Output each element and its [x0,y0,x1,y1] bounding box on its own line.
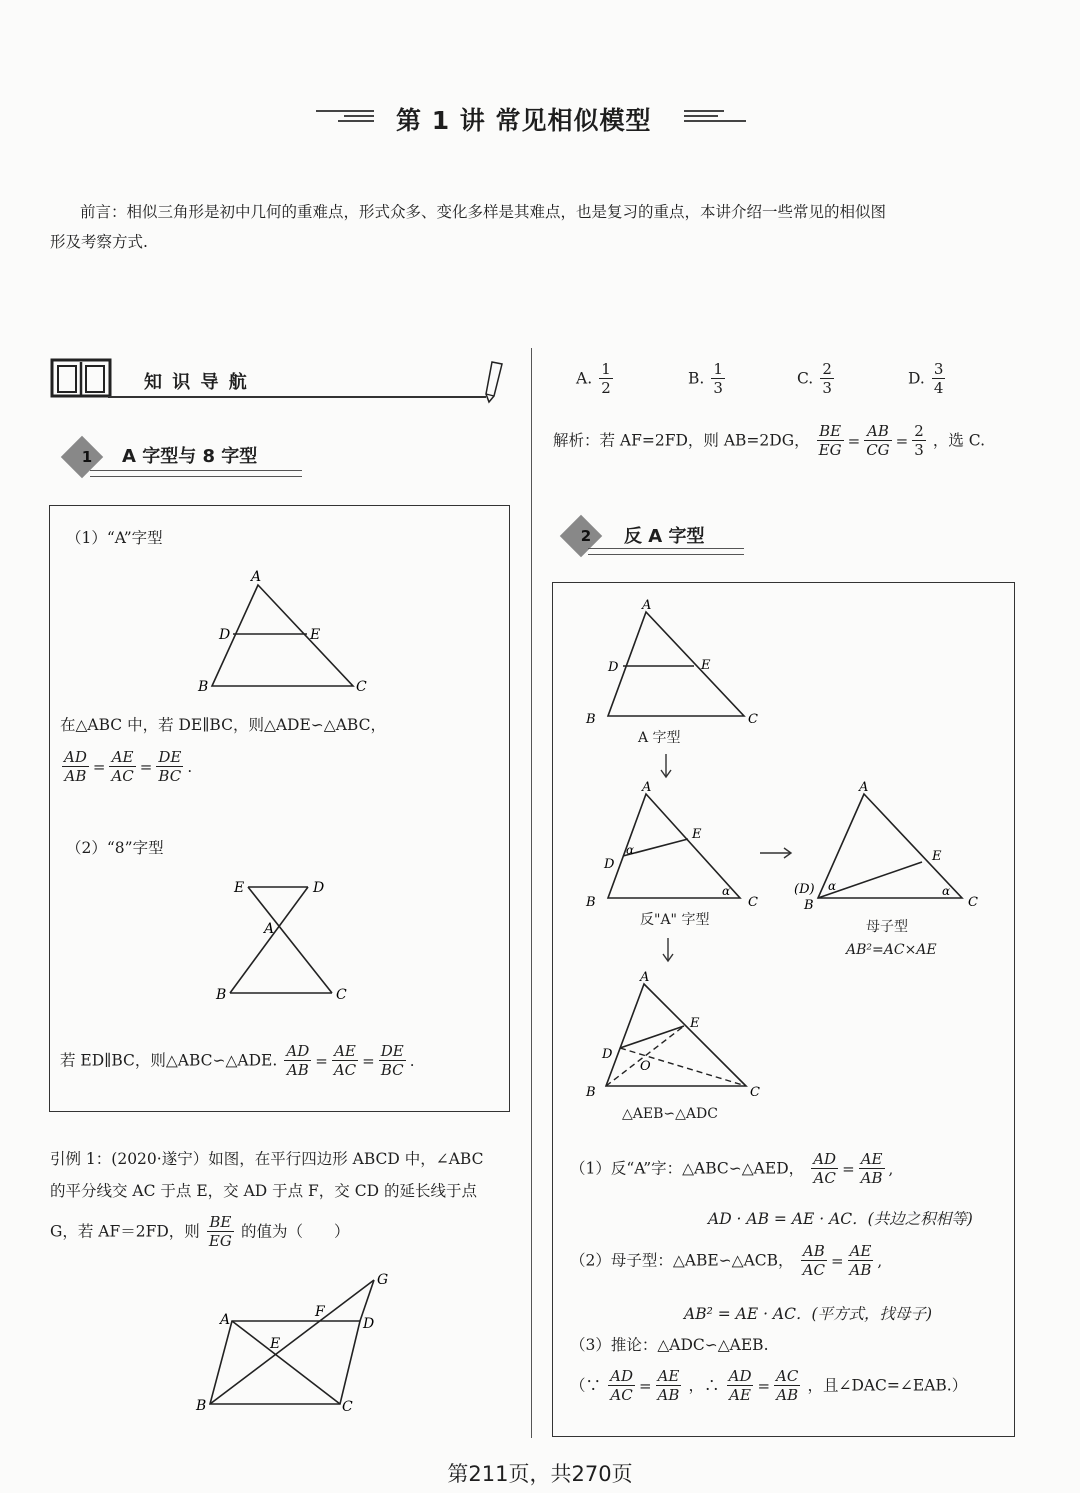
point-2b: AB² = AE · AC．(平方式，找母子) [684,1305,933,1323]
svg-text:A: A [642,780,652,795]
title-deco-left [316,110,374,124]
example-line-3: G，若 AF＝2FD，则 $\frac{BE}{EG}$ 的值为（ ） [50,1213,350,1250]
svg-text:B: B [216,987,227,1001]
option-a: A. $\frac{1}{2}$ [576,360,611,397]
caption-reverse-a: 反"A" 字型 [640,912,710,928]
point-1b: AD · AB = AE · AC．(共边之积相等) [708,1210,973,1228]
svg-text:E: E [310,627,321,643]
item2-statement: 若 ED∥BC，则△ABC∽△ADE. $\frac{AD}{AB}$ = $\frac{AE}{AC}$ = $\frac{DE}{BC}$ . [60,1042,415,1079]
svg-text:E: E [701,658,711,673]
svg-text:C: C [748,895,758,910]
example-line-1: 引例 1：(2020·遂宁）如图，在平行四边形 ABCD 中，∠ABC [50,1150,484,1168]
svg-text:C: C [748,712,758,727]
svg-text:D: D [313,880,325,896]
svg-text:E: E [932,849,942,864]
svg-text:D: D [363,1316,375,1332]
svg-text:O: O [640,1059,651,1074]
intro-line-2: 形及考察方式. [50,233,148,251]
svg-text:B: B [586,895,596,910]
nav-title: 知 识 导 航 [144,372,249,393]
title-deco-right [684,110,746,124]
option-c: C. $\frac{2}{3}$ [797,360,832,397]
section1-underline [90,470,302,477]
svg-text:D: D [604,857,615,872]
svg-text:C: C [336,987,347,1001]
pencil-icon [482,360,506,408]
caption-mother-child-eq: AB²=AC×AE [846,942,937,958]
item1-text: 在△ABC 中，若 DE∥BC，则△ADE∽△ABC， [60,716,386,734]
svg-text:E: E [692,827,702,842]
caption-mother-child: 母子型 [866,919,908,935]
section-badge-1-number: 1 [81,448,93,466]
nav-underline [108,396,486,398]
inference-diagram [580,966,770,1104]
example-line-2: 的平分线交 AC 于点 E，交 AD 于点 F，交 CD 的延长线于点 [50,1182,477,1200]
intro-line-1: 前言：相似三角形是初中几何的重难点，形式众多、变化多样是其难点，也是复习的重点，本讲介绍一些常见的相似图 [80,203,887,221]
svg-text:C: C [968,895,978,910]
svg-text:B: B [198,679,209,695]
svg-text:E: E [690,1016,700,1031]
svg-text:F: F [315,1304,325,1320]
caption-bottom: △AEB∽△ADC [622,1106,718,1122]
svg-text:A: A [264,921,275,937]
column-divider [531,348,532,1438]
a-shape-diagram [190,565,380,697]
analysis: 解析：若 AF=2FD，则 AB=2DG， $\frac{BE}{EG}$ = $\frac{AB}{CG}$ = $\frac{2}{3}$ ，选 C. [553,422,986,459]
svg-text:B: B [586,712,596,727]
item1-ratio: $\frac{AD}{AB}$ = $\frac{AE}{AC}$ = $\frac{DE}{BC}$ . [64,748,193,785]
a-shape-small-diagram [580,594,770,730]
svg-text:D: D [219,627,231,643]
eight-shape-diagram [210,875,360,1001]
svg-text:α: α [942,884,951,898]
svg-text:A: A [859,780,869,795]
section-badge-2-number: 2 [580,527,592,545]
svg-text:A: A [640,970,650,985]
svg-text:D: D [602,1047,613,1062]
mother-child-diagram [790,776,990,912]
section2-title: 反 A 字型 [624,526,705,547]
svg-text:α: α [828,879,837,893]
page-number: 第211页，共270页 [447,1462,633,1486]
svg-text:C: C [356,679,367,695]
reverse-a-diagram [580,776,770,912]
arrow-down-icon-2 [660,936,676,968]
svg-text:(D): (D) [794,882,815,897]
svg-text:α: α [722,884,731,898]
svg-text:E: E [270,1336,281,1352]
svg-text:B: B [586,1085,596,1100]
section2-underline [588,548,744,555]
svg-text:G: G [377,1272,389,1288]
item1-label: （1）“A”字型 [66,529,163,547]
caption-a-shape: A 字型 [638,730,681,746]
arrow-right-icon [758,845,794,865]
svg-text:A: A [251,569,262,585]
svg-text:E: E [234,880,245,896]
svg-text:A: A [642,598,652,613]
point-4: （∵ $\frac{AD}{AC}$ = $\frac{AE}{AB}$ ，∴ $\frac{AD}{AE}$ = $\frac{AC}{AB}$ ，且∠DAC=∠EAB.） [570,1367,968,1404]
point-2: （2）母子型：△ABE∽△ACB， $\frac{AB}{AC}$ = $\frac{AE}{AB}$ , [570,1242,883,1279]
option-d: D. $\frac{3}{4}$ [908,360,944,397]
point-3: （3）推论：△ADC∽△AEB. [570,1336,769,1354]
page-title: 第 1 讲 常见相似模型 [396,106,652,135]
svg-text:B: B [804,898,814,912]
svg-text:A: A [220,1312,231,1328]
svg-text:B: B [196,1398,207,1414]
svg-text:α: α [626,843,635,857]
section1-title: A 字型与 8 字型 [122,446,258,467]
point-1: （1）反“A”字：△ABC∽△AED， $\frac{AD}{AC}$ = $\frac{AE}{AB}$ , [570,1150,894,1187]
parallelogram-diagram [190,1266,400,1416]
svg-text:C: C [342,1399,353,1415]
svg-text:C: C [750,1085,760,1100]
option-b: B. $\frac{1}{3}$ [688,360,723,397]
item2-text: 若 ED∥BC，则△ABC∽△ADE. [60,1051,278,1070]
svg-text:D: D [608,660,619,675]
book-icon [50,358,112,404]
item2-label: （2）“8”字型 [66,839,164,857]
